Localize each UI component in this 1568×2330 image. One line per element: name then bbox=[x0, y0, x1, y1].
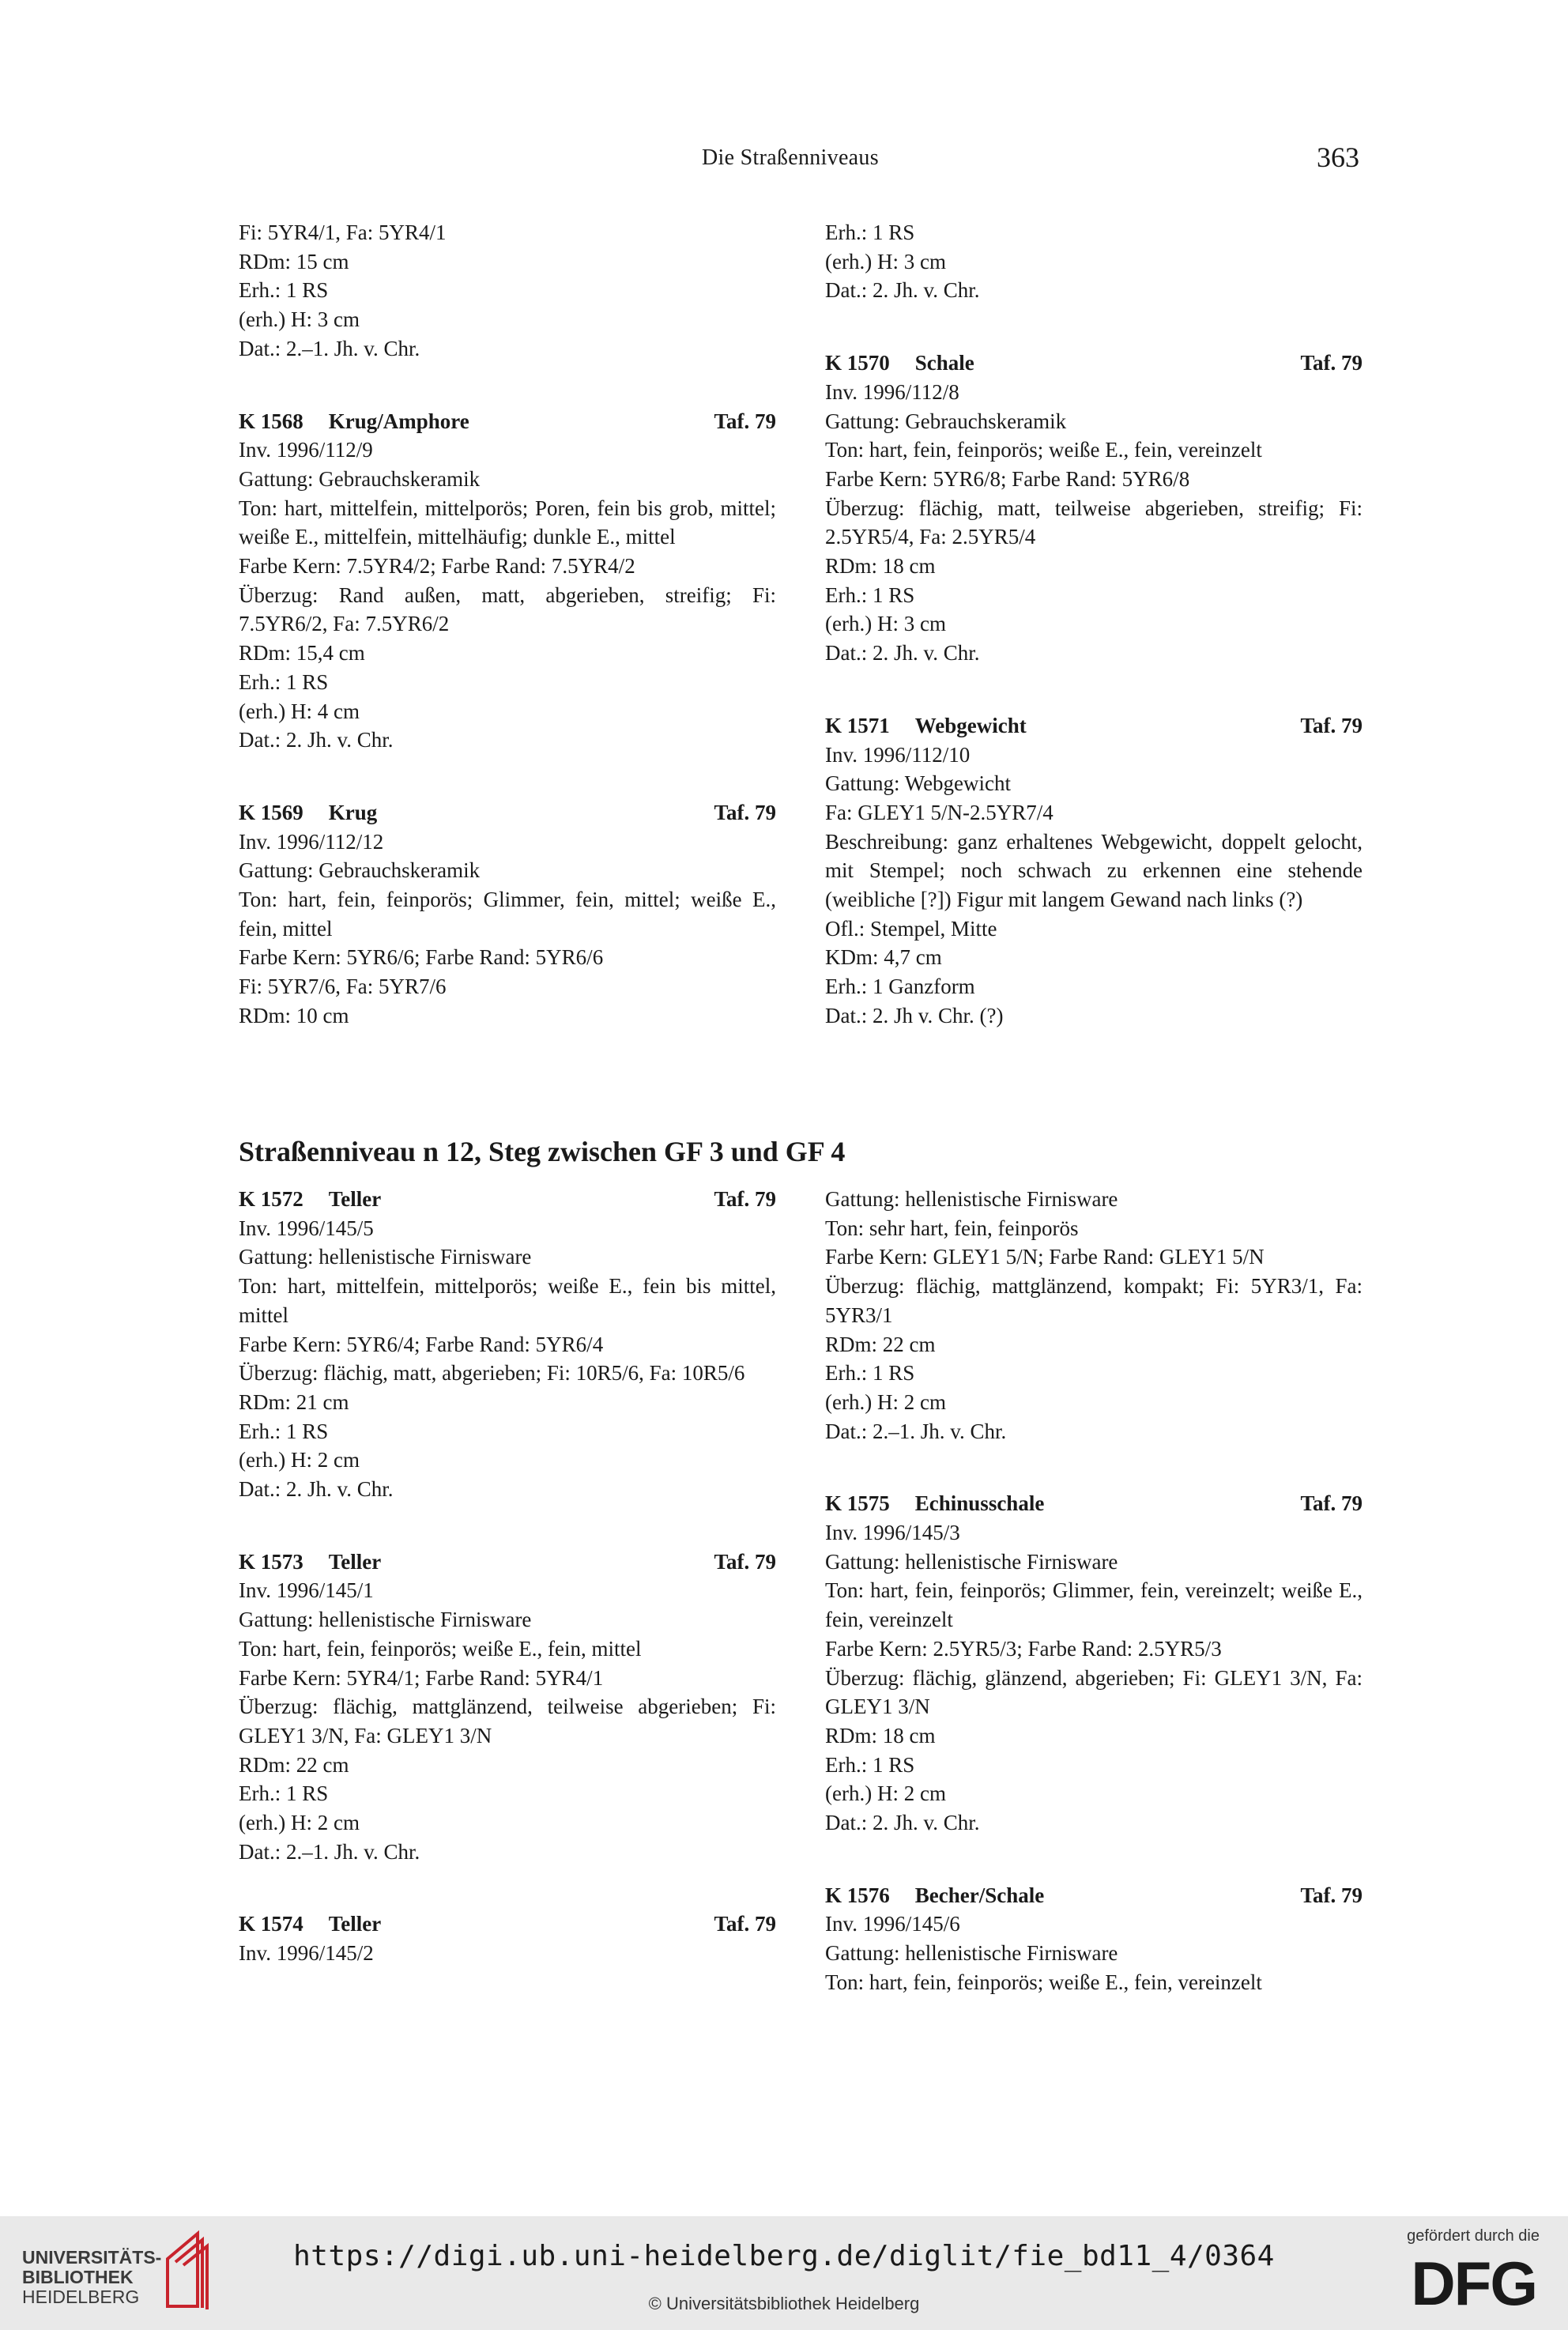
entry-line: Dat.: 2. Jh. v. Chr. bbox=[825, 641, 980, 665]
entry-number: K 1574 bbox=[239, 1912, 303, 1936]
section-heading: Straßenniveau n 12, Steg zwischen GF 3 und GF 4 bbox=[239, 1136, 846, 1167]
entry-heading bbox=[239, 1910, 776, 1939]
entry-line: Beschreibung: ganz erhaltenes Webgewicht, doppelt gelocht, mit Stempel; noch schwach zu erkennen eine stehende (weibliche [?]) Figur mit langem Gewand nach links (?) bbox=[825, 829, 1363, 912]
entry-name: Krug bbox=[328, 800, 378, 824]
entry-number: K 1573 bbox=[239, 1549, 303, 1574]
entry-name: Echinusschale bbox=[914, 1491, 1045, 1516]
page-number: 363 bbox=[1317, 141, 1359, 173]
entry-name: Schale bbox=[914, 351, 974, 375]
footer-bar bbox=[0, 2216, 1568, 2330]
entry-line: Farbe Kern: 5YR4/1; Farbe Rand: 5YR4/1 bbox=[239, 1665, 604, 1690]
entry-line: RDm: 22 cm bbox=[825, 1332, 936, 1356]
continued-line: Erh.: 1 RS bbox=[239, 278, 329, 303]
entry-line: Farbe Kern: 7.5YR4/2; Farbe Rand: 7.5YR4/2 bbox=[239, 554, 635, 579]
plate-ref: Taf. 79 bbox=[1300, 351, 1363, 375]
catalog-entry-k1576 bbox=[825, 1881, 1363, 1997]
continued-line: (erh.) H: 3 cm bbox=[239, 307, 360, 332]
entry-heading bbox=[239, 798, 776, 828]
entry-heading bbox=[825, 711, 1363, 741]
entry-line: Fi: 5YR7/6, Fa: 5YR7/6 bbox=[239, 975, 447, 999]
plate-ref: Taf. 79 bbox=[714, 1912, 776, 1936]
entry-line: Ton: hart, fein, feinporös; Glimmer, fein, vereinzelt; weiße E., fein, vereinzelt bbox=[825, 1578, 1363, 1632]
entry-line: Inv. 1996/112/9 bbox=[239, 438, 373, 462]
running-title: Die Straßenniveaus bbox=[702, 145, 879, 170]
entry-line: Inv. 1996/145/6 bbox=[825, 1912, 960, 1936]
entry-line: RDm: 22 cm bbox=[239, 1752, 349, 1777]
entry-name: Teller bbox=[328, 1549, 382, 1574]
entry-number: K 1569 bbox=[239, 800, 303, 824]
entry-line: Erh.: 1 RS bbox=[239, 1781, 329, 1806]
entry-line: (erh.) H: 3 cm bbox=[825, 612, 946, 636]
entry-heading bbox=[239, 1185, 776, 1214]
entry-line: RDm: 10 cm bbox=[239, 1003, 349, 1027]
funding-label: gefördert durch die bbox=[1407, 2227, 1540, 2245]
entry-number: K 1571 bbox=[825, 713, 890, 737]
entry-name: Teller bbox=[328, 1187, 382, 1211]
permalink-url[interactable]: https://digi.ub.uni-heidelberg.de/diglit/fie_bd11_4/0364 bbox=[293, 2240, 1275, 2272]
catalog-entry-k1573 bbox=[239, 1548, 776, 1867]
entry-line: (erh.) H: 2 cm bbox=[825, 1389, 946, 1414]
entry-number: K 1576 bbox=[825, 1883, 890, 1907]
entry-line: Erh.: 1 RS bbox=[825, 582, 915, 607]
catalog-entry-k1572 bbox=[239, 1185, 776, 1504]
entry-line: Erh.: 1 RS bbox=[239, 1419, 329, 1443]
continued-line: Dat.: 2. Jh. v. Chr. bbox=[825, 278, 980, 303]
entry-line: Erh.: 1 RS bbox=[825, 1361, 915, 1386]
entry-name: Becher/Schale bbox=[914, 1883, 1045, 1907]
copyright-notice: © Universitätsbibliothek Heidelberg bbox=[648, 2294, 920, 2313]
library-name-line: UNIVERSITÄTS- bbox=[22, 2247, 162, 2268]
entry-line: Farbe Kern: 5YR6/4; Farbe Rand: 5YR6/4 bbox=[239, 1332, 604, 1356]
entry-line: Farbe Kern: 5YR6/8; Farbe Rand: 5YR6/8 bbox=[825, 466, 1190, 491]
entry-heading bbox=[825, 1881, 1363, 1910]
entry-number: K 1570 bbox=[825, 351, 890, 375]
entry-line: Inv. 1996/112/8 bbox=[825, 379, 959, 404]
entry-line: Erh.: 1 Ganzform bbox=[825, 975, 975, 999]
entry-line: Gattung: Gebrauchskeramik bbox=[239, 858, 481, 883]
entry-line: Gattung: Gebrauchskeramik bbox=[825, 409, 1067, 433]
catalog-entry-k1570 bbox=[825, 349, 1363, 668]
entry-number: K 1568 bbox=[239, 409, 303, 433]
catalog-entry-k1569 bbox=[239, 798, 776, 1031]
entry-line: Inv. 1996/145/1 bbox=[239, 1578, 374, 1603]
entry-line: Überzug: Rand außen, matt, abgerieben, streifig; Fi: 7.5YR6/2, Fa: 7.5YR6/2 bbox=[239, 582, 776, 636]
entry-line: KDm: 4,7 cm bbox=[825, 945, 942, 970]
plate-ref: Taf. 79 bbox=[1300, 1491, 1363, 1516]
entry-line: Ton: hart, fein, feinporös; weiße E., fein, vereinzelt bbox=[825, 438, 1262, 462]
entry-line: Dat.: 2. Jh. v. Chr. bbox=[825, 1811, 980, 1835]
entry-line: Ton: sehr hart, fein, feinporös bbox=[825, 1216, 1079, 1240]
entry-line: Dat.: 2. Jh v. Chr. (?) bbox=[825, 1003, 1004, 1027]
entry-line: RDm: 21 cm bbox=[239, 1389, 349, 1414]
bottom-right-column bbox=[825, 1185, 1363, 1997]
catalog-entry-k1575 bbox=[825, 1489, 1363, 1837]
entry-line: Gattung: hellenistische Firnisware bbox=[239, 1608, 532, 1632]
entry-line: Überzug: flächig, glänzend, abgerieben; Fi: GLEY1 3/N, Fa: GLEY1 3/N bbox=[825, 1665, 1363, 1719]
entry-heading bbox=[239, 407, 776, 436]
entry-line: Erh.: 1 RS bbox=[825, 1752, 915, 1777]
entry-line: Inv. 1996/145/3 bbox=[825, 1521, 960, 1545]
entry-line: Dat.: 2. Jh. v. Chr. bbox=[239, 1477, 394, 1502]
entry-line: Überzug: flächig, mattglänzend, kompakt; Fi: 5YR3/1, Fa: 5YR3/1 bbox=[825, 1274, 1363, 1327]
entry-line: Dat.: 2.–1. Jh. v. Chr. bbox=[239, 1839, 420, 1864]
entry-name: Teller bbox=[328, 1912, 382, 1936]
entry-line: Farbe Kern: 5YR6/6; Farbe Rand: 5YR6/6 bbox=[239, 945, 604, 970]
top-right-column bbox=[825, 218, 1363, 1031]
entry-line: Inv. 1996/112/10 bbox=[825, 742, 971, 767]
library-name-line: HEIDELBERG bbox=[22, 2287, 140, 2307]
continued-line: (erh.) H: 3 cm bbox=[825, 249, 946, 273]
entry-line: Farbe Kern: 2.5YR5/3; Farbe Rand: 2.5YR5/3 bbox=[825, 1636, 1222, 1661]
entry-line: Inv. 1996/145/2 bbox=[239, 1941, 374, 1966]
library-name-line: BIBLIOTHEK bbox=[22, 2267, 134, 2287]
entry-line: Fa: GLEY1 5/N-2.5YR7/4 bbox=[825, 800, 1054, 824]
entry-line: Erh.: 1 RS bbox=[239, 669, 329, 694]
bottom-left-column bbox=[239, 1185, 776, 1968]
entry-line: Farbe Kern: GLEY1 5/N; Farbe Rand: GLEY1 5/N bbox=[825, 1245, 1265, 1269]
entry-line: Dat.: 2. Jh. v. Chr. bbox=[239, 728, 394, 752]
catalog-entry-k1574-continued bbox=[825, 1185, 1363, 1446]
plate-ref: Taf. 79 bbox=[1300, 1883, 1363, 1907]
entry-number: K 1572 bbox=[239, 1187, 303, 1211]
entry-line: Inv. 1996/112/12 bbox=[239, 829, 384, 854]
plate-ref: Taf. 79 bbox=[714, 800, 776, 824]
entry-heading bbox=[825, 349, 1363, 378]
entry-line: Gattung: hellenistische Firnisware bbox=[825, 1549, 1118, 1574]
entry-line: Dat.: 2.–1. Jh. v. Chr. bbox=[825, 1419, 1007, 1443]
continued-line: Dat.: 2.–1. Jh. v. Chr. bbox=[239, 336, 420, 360]
entry-line: Ton: hart, mittelfein, mittelporös; weiße E., fein bis mittel, mittel bbox=[239, 1274, 776, 1327]
entry-name: Webgewicht bbox=[914, 713, 1027, 737]
catalog-entry-k1568 bbox=[239, 407, 776, 755]
entry-line: Gattung: hellenistische Firnisware bbox=[825, 1941, 1118, 1966]
entry-line: (erh.) H: 2 cm bbox=[239, 1811, 360, 1835]
entry-heading bbox=[825, 1489, 1363, 1518]
entry-name: Krug/Amphore bbox=[328, 409, 469, 433]
catalog-entry-k1574 bbox=[239, 1910, 776, 1967]
entry-line: Ofl.: Stempel, Mitte bbox=[825, 916, 997, 941]
entry-line: Ton: hart, fein, feinporös; weiße E., fein, mittel bbox=[239, 1636, 642, 1661]
continued-line: Erh.: 1 RS bbox=[825, 221, 915, 244]
entry-line: (erh.) H: 4 cm bbox=[239, 699, 360, 723]
entry-heading bbox=[239, 1548, 776, 1577]
entry-line: Gattung: hellenistische Firnisware bbox=[825, 1187, 1118, 1211]
continued-line: Fi: 5YR4/1, Fa: 5YR4/1 bbox=[239, 221, 447, 244]
continued-line: RDm: 15 cm bbox=[239, 249, 349, 273]
entry-line: Ton: hart, fein, feinporös; weiße E., fein, vereinzelt bbox=[825, 1970, 1262, 1994]
entry-line: RDm: 15,4 cm bbox=[239, 641, 365, 665]
entry-line: Ton: hart, mittelfein, mittelporös; Poren, fein bis grob, mittel; weiße E., mittelfein, mittelhäufig; dunkle E., mittel bbox=[239, 496, 776, 549]
entry-line: Überzug: flächig, matt, teilweise abgerieben, streifig; Fi: 2.5YR5/4, Fa: 2.5YR5/4 bbox=[825, 496, 1363, 549]
entry-line: (erh.) H: 2 cm bbox=[239, 1448, 360, 1472]
entry-line: Inv. 1996/145/5 bbox=[239, 1216, 374, 1240]
entry-line: Überzug: flächig, mattglänzend, teilweise abgerieben; Fi: GLEY1 3/N, Fa: GLEY1 3/N bbox=[239, 1695, 776, 1748]
entry-line: RDm: 18 cm bbox=[825, 554, 936, 579]
entry-line: Gattung: Webgewicht bbox=[825, 771, 1012, 796]
plate-ref: Taf. 79 bbox=[714, 409, 776, 433]
entry-line: (erh.) H: 2 cm bbox=[825, 1781, 946, 1806]
plate-ref: Taf. 79 bbox=[1300, 713, 1363, 737]
plate-ref: Taf. 79 bbox=[714, 1187, 776, 1211]
entry-line: Gattung: hellenistische Firnisware bbox=[239, 1245, 532, 1269]
dfg-logo: DFG bbox=[1411, 2249, 1536, 2318]
running-head bbox=[0, 141, 1568, 177]
catalog-entry-k1571 bbox=[825, 711, 1363, 1031]
entry-line: RDm: 18 cm bbox=[825, 1723, 936, 1748]
entry-line: Gattung: Gebrauchskeramik bbox=[239, 466, 481, 491]
entry-number: K 1575 bbox=[825, 1491, 890, 1516]
entry-line: Ton: hart, fein, feinporös; Glimmer, fein, mittel; weiße E., fein, mittel bbox=[239, 888, 776, 941]
entry-line: Überzug: flächig, matt, abgerieben; Fi: 10R5/6, Fa: 10R5/6 bbox=[239, 1361, 745, 1386]
top-left-column bbox=[239, 218, 776, 1031]
plate-ref: Taf. 79 bbox=[714, 1549, 776, 1574]
